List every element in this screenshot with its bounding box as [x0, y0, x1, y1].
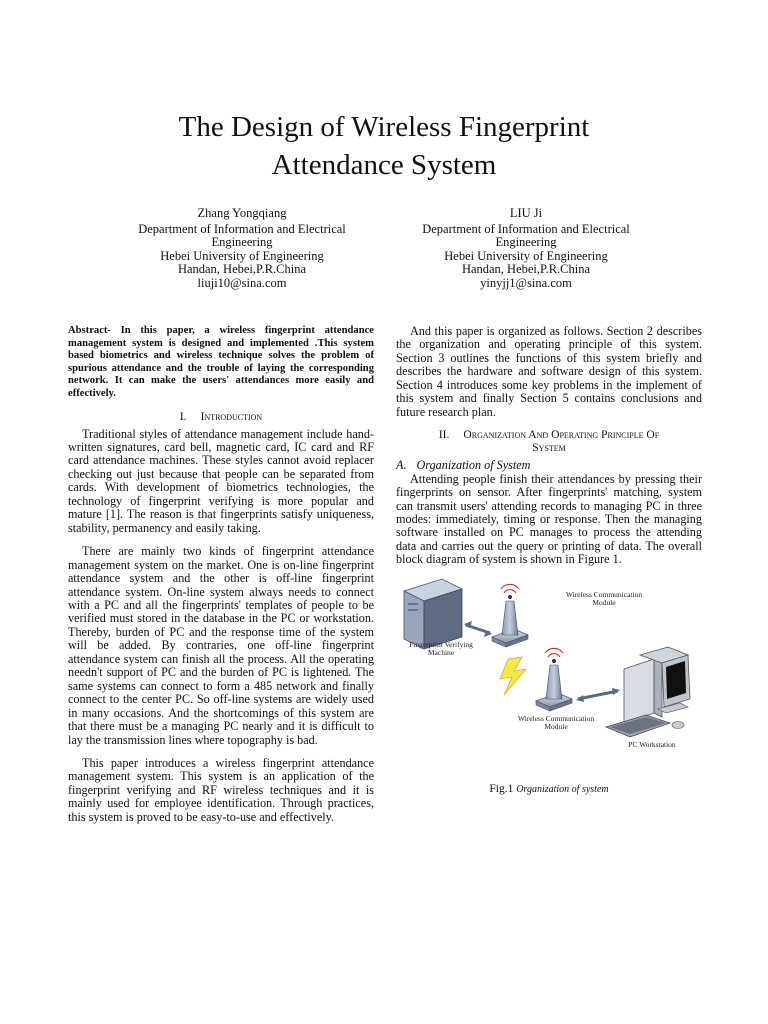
figure-label: Wireless Communication Module: [565, 589, 643, 608]
section-1-heading: [68, 410, 374, 423]
author-block-1: [112, 207, 372, 291]
title-line-1: The Design of Wireless Fingerprint: [178, 111, 590, 143]
author-university: Hebei University of Engineering: [444, 248, 608, 263]
author-university: Hebei University of Engineering: [160, 248, 324, 263]
paragraph: And this paper is organized as follows. Section 2 describes the organization and operating principle of this system. Section 3 outlines the functions of this system briefly and describes the hardware and software design of this system. Section 4 introduces some key problems in the implement of this system and finally Section 5 contains conclusions and future research plan.: [396, 324, 702, 419]
caption-prefix: Fig.1: [489, 782, 514, 795]
section-title-cont: System: [532, 441, 566, 455]
double-arrow-icon: [464, 621, 492, 637]
paragraph: This paper introduces a wireless fingerprint attendance management system. This system is an application of the fingerprint verifying and RF wireless techniques and it is mainly used for employee identification. Through practices, this system is proved to be easy-to-use and effectively.: [68, 755, 374, 824]
left-column: [68, 325, 374, 824]
wireless-module-top-icon: [492, 584, 528, 647]
section-title: Introduction: [200, 409, 263, 423]
figure-label: PC Workstation: [628, 739, 676, 749]
right-column: [396, 325, 702, 796]
figure-1: [396, 577, 702, 777]
author-city: Handan, Hebei,P.R.China: [177, 262, 307, 277]
double-arrow-icon: [576, 688, 620, 702]
section-title: Organization And Operating Principle Of: [463, 428, 660, 442]
subsection-heading: [396, 459, 702, 472]
section-number: II.: [438, 428, 450, 442]
author-email: liuji10@sina.com: [197, 275, 287, 290]
author-name: LIU Ji: [509, 206, 543, 220]
author-dept-cont: Engineering: [211, 235, 273, 250]
fingerprint-machine-icon: [404, 579, 462, 649]
wireless-module-bottom-icon: [536, 648, 572, 711]
section-2-heading: [396, 428, 702, 454]
author-dept: Department of Information and Electrical: [138, 221, 346, 236]
paragraph: There are mainly two kinds of fingerprint attendance management system on the market. One is on-line fingerprint attendance system and the other is off-line fingerprint attendance system. On-line system always needs to connect with a PC and all the fingerprints' templates of people to be verified must stored in the database in the PC or workstation. Thereby, burden of PC and the response time of the system will be added. By contraries, one off-line fingerprint attendance system can finish all the process. All the operating needn't support of PC and the burden of PC is lightened. The same systems can connect to form a 485 network and finally connect to the center PC. So off-line systems are widely used in many occasions. And the shortcomings of this system are that there must be a managing PC nearly and it is difficult to lay the transmission lines where topography is bad.: [68, 544, 374, 747]
figure-label: Fingerprint Verifying Machine: [409, 639, 473, 658]
paragraph: Attending people finish their attendances by pressing their fingerprints on sensor. After fingerprints' matching, system can transmit users' attending records to managing PC in three modes: immediately, timing or response. Then the managing software installed on PC manages to process the attending data and carries out the query or printing of data. The overall block diagram of system is shown in Figure 1.: [396, 471, 702, 567]
figure-caption: [396, 783, 702, 796]
pc-workstation-icon: [606, 647, 690, 737]
author-dept: Department of Information and Electrical: [422, 221, 630, 236]
lightning-bolt-icon: [500, 657, 526, 695]
paragraph: Traditional styles of attendance management include hand-written signatures, card bell, magnetic card, IC card and RF card attendance machines. These styles cannot avoid replacer checking out just because that people can be separated from cards. With development of biometrics technologies, the technology of fingerprint verifying is more popular and mature [1]. The reason is that fingerprints satisfy uniqueness, stability, permanency and easily taking.: [68, 426, 374, 535]
author-city: Handan, Hebei,P.R.China: [461, 262, 591, 277]
paper-title: [0, 108, 768, 184]
figure-label: Wireless Communication Module: [517, 713, 595, 732]
author-name: Zhang Yongqiang: [197, 206, 287, 220]
section-number: I.: [179, 409, 187, 423]
caption-text: Organization of system: [516, 783, 609, 795]
author-dept-cont: Engineering: [495, 235, 557, 250]
subsection-number: A.: [396, 458, 407, 473]
abstract: Abstract- In this paper, a wireless fingerprint attendance management system is designed and implemented .This system based biometrics and wireless technique solves the problem of spurious attendance and the trouble of laying the corresponding network. It can make the users' attendances more easily and effectively.: [68, 325, 374, 399]
title-line-2: Attendance System: [271, 149, 497, 181]
subsection-title: Organization of System: [416, 458, 531, 473]
author-block-2: [396, 207, 656, 291]
author-email: yinyjj1@sina.com: [480, 275, 572, 290]
